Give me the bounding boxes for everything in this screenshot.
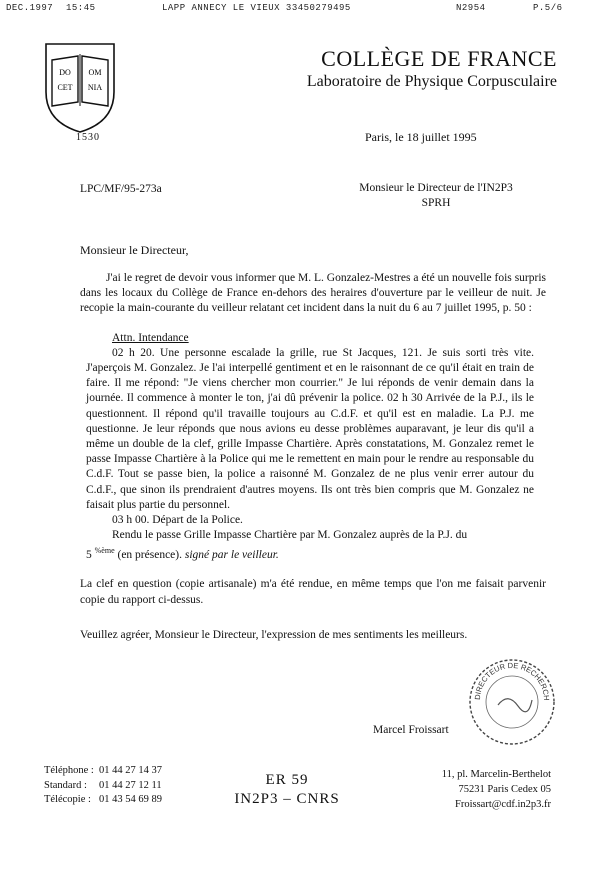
motto-om: OM	[88, 68, 102, 77]
quote-entry-3-day: 5	[86, 549, 95, 562]
institution-title: COLLÈGE DE FRANCE	[321, 46, 557, 71]
motto-do: DO	[59, 68, 71, 77]
standard-label: Standard :	[44, 779, 87, 791]
laboratory-name: Laboratoire de Physique Corpusculaire	[306, 73, 557, 90]
logbook-quote	[86, 331, 534, 564]
letter-date: Paris, le 18 juillet 1995	[365, 130, 477, 144]
phone-label: Téléphone :	[44, 765, 94, 776]
phone-value: 01 44 27 14 37	[99, 765, 162, 776]
quote-title: Attn. Intendance	[112, 331, 189, 344]
standard-value: 01 44 27 12 11	[99, 779, 162, 791]
signer-name: Marcel Froissart	[373, 724, 449, 736]
email-address: Froissart@cdf.in2p3.fr	[455, 799, 551, 810]
postal-address	[442, 767, 551, 812]
college-shield-logo	[40, 40, 120, 135]
address-line-1: 11, pl. Marcelin-Berthelot	[441, 769, 551, 780]
fax-value: 01 43 54 69 89	[99, 794, 162, 805]
quote-entry-3-rest: (en présence).	[114, 549, 182, 562]
recipient-line-2: SPRH	[421, 197, 451, 209]
paragraph-2: La clef en question (copie artisanale) m'a été rendue, en même temps que l'on me faisait parvenir copie du rapport ci-dessus.	[80, 578, 546, 606]
fax-transmission-header	[6, 3, 606, 17]
phone-row	[44, 764, 162, 779]
standard-row	[44, 779, 162, 794]
lab-affiliation: IN2P3 – CNRS	[234, 791, 340, 807]
round-stamp-icon	[462, 650, 562, 750]
official-stamp	[462, 650, 562, 750]
quote-entry-1: 02 h 20. Une personne escalade la grille, rue St Jacques, 121. Je suis sorti très vite. J'aperçois M. Gonzalez. Je l'ai interpellé gentiment et en le raisonnant de ce qu'il était en train de faire. Il me répond: "Je viens chercher mon courrier." Je lui réponds de venir demain dans la journée. Il commence à monter le ton, j'ai dû prévenir la police. 02 h 30 Arrivée de la P.J., ils le questionnent. Il répond qu'il travaille toujours au C.d.F. et qu'il est en maladie. La P.J. me questionne. Je leur réponds que nous avions eu desse problèmes auparavant, je leur dis qu'il a même un double de la clef, grille Impasse Chartière. Après constatations, M. Gonzalez remet le passe Impasse Chartière à la Police qui me le remettent en main pour le rendre au responsable du C.d.F. Tout se passe bien, la police a raisonné M. Gonzalez de ne plus venir errer autour du C.d.F., que sinon ils prendraient d'autres moyens. Ils ont très bien compris que M. Gonzalez ne faisait plus partie du personnel.	[86, 346, 534, 511]
letter-body	[80, 271, 546, 643]
lab-code	[232, 771, 342, 809]
fax-number: N2954	[456, 3, 486, 13]
shield-icon	[40, 40, 120, 135]
fax-page: P.5/6	[533, 3, 563, 13]
motto-cet: CET	[57, 83, 73, 92]
quote-entry-3-cont	[86, 543, 534, 563]
quote-entry-2: 03 h 00. Départ de la Police.	[112, 514, 243, 527]
fax-label: Télécopie :	[44, 794, 91, 805]
quote-entry-3: Rendu le passe Grille Impasse Chartière par M. Gonzalez auprès de la P.J. du	[112, 529, 468, 542]
address-line-2: 75231 Paris Cedex 05	[458, 784, 551, 795]
recipient-line-1: Monsieur le Directeur de l'IN2P3	[359, 182, 513, 194]
quote-entry-3-sup: %ème	[94, 546, 115, 556]
fax-date: DEC.1997	[6, 3, 54, 13]
contact-info	[44, 764, 162, 808]
er-code: ER 59	[265, 772, 309, 788]
fax-time: 15:45	[66, 3, 96, 13]
founding-year: 1530	[76, 132, 100, 143]
fax-row	[44, 793, 162, 808]
recipient-block	[336, 181, 536, 211]
fax-sender: LAPP ANNECY LE VIEUX 33450279495	[162, 3, 351, 13]
closing-formula: Veuillez agréer, Monsieur le Directeur, l'expression de mes sentiments les meilleurs.	[80, 628, 468, 641]
paragraph-1: J'ai le regret de devoir vous informer que M. L. Gonzalez-Mestres a été un nouvelle fois surpris dans les locaux du Collège de France en-dehors des heraires d'ouverture par le veilleur de nuit. Je recopie la main-courante du veilleur relatant cet incident dans la nuit du 6 au 7 juillet 1995, p. 50 :	[80, 272, 546, 315]
motto-nia: NIA	[87, 83, 103, 92]
reference-number: LPC/MF/95-273a	[80, 183, 162, 195]
salutation: Monsieur le Directeur,	[80, 243, 189, 257]
stamp-text: DIRECTEUR DE RECHERCH	[472, 660, 552, 701]
quote-signed: signé par le veilleur.	[184, 549, 279, 562]
